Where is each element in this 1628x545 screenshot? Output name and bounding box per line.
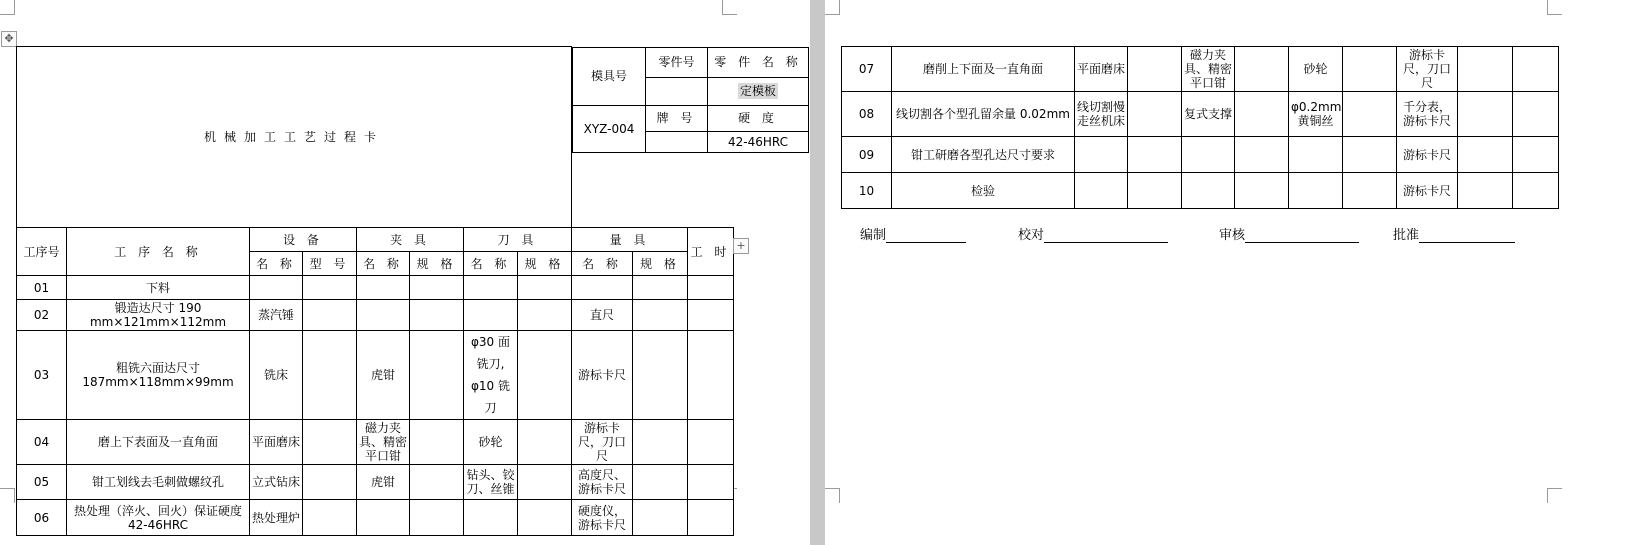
tool-name	[1289, 173, 1343, 209]
gauge-name: 游标卡尺	[1397, 173, 1458, 209]
tool-name: 钻头、铰刀、丝锥	[464, 465, 518, 500]
fixture-name	[357, 500, 410, 536]
step-name: 锻造达尺寸 190 mm×121mm×112mm	[67, 300, 250, 331]
table-row	[17, 500, 734, 536]
crop-mark	[1547, 0, 1562, 15]
tool-name	[464, 300, 518, 331]
crop-mark	[0, 488, 15, 503]
col-tool: 刀 具	[464, 228, 572, 252]
step-name: 钳工划线去毛刺做螺纹孔	[67, 465, 250, 500]
part-name-text[interactable]: 定模板	[740, 84, 777, 98]
gauge-name: 游标卡尺，刀口尺	[572, 420, 633, 465]
tool-name: 砂轮	[464, 420, 518, 465]
header-right-table	[572, 47, 809, 153]
sub-spec: 规 格	[518, 252, 572, 276]
part-no-label: 零件号	[646, 47, 708, 77]
sig-checked-line[interactable]	[1044, 228, 1168, 243]
step-no: 09	[842, 137, 892, 173]
step-name: 钳工研磨各型孔达尺寸要求	[892, 137, 1075, 173]
step-name: 磨削上下面及一直角面	[892, 47, 1075, 92]
step-no: 01	[17, 276, 67, 300]
tool-name	[464, 500, 518, 536]
equip-name	[250, 276, 303, 300]
sub-name: 名 称	[572, 252, 633, 276]
fixture-name: 虎钳	[357, 331, 410, 420]
table-row	[842, 137, 1559, 173]
table-row	[17, 276, 734, 300]
step-name: 粗铣六面达尺寸 187mm×118mm×99mm	[67, 331, 250, 420]
hardness-label: 硬 度	[708, 105, 809, 131]
step-no: 04	[17, 420, 67, 465]
crop-mark	[825, 488, 840, 503]
equip-name: 蒸汽锤	[250, 300, 303, 331]
equip-name: 热处理炉	[250, 500, 303, 536]
table-row	[17, 420, 734, 465]
part-name-value	[708, 77, 809, 105]
sig-prepared	[860, 224, 966, 243]
step-name: 磨上下表面及一直角面	[67, 420, 250, 465]
fixture-name	[357, 276, 410, 300]
step-name: 下料	[67, 276, 250, 300]
crop-mark	[1547, 488, 1562, 503]
gauge-name	[572, 276, 633, 300]
brand-value	[646, 131, 708, 152]
hardness-value: 42-46HRC	[708, 131, 809, 152]
table-row	[17, 331, 734, 420]
mold-no-value: XYZ-004	[573, 105, 646, 152]
fixture-name	[1182, 137, 1235, 173]
tool-name: φ0.2mm 黄铜丝	[1289, 92, 1343, 137]
col-hours: 工 时	[688, 228, 734, 276]
equip-name	[1075, 173, 1128, 209]
add-column-plus-icon[interactable]: +	[733, 238, 749, 254]
step-no: 10	[842, 173, 892, 209]
step-no: 06	[17, 500, 67, 536]
sub-name: 名 称	[357, 252, 410, 276]
sig-approved-line[interactable]	[1419, 228, 1515, 243]
col-step-no: 工序号	[17, 228, 67, 276]
gauge-name: 高度尺、游标卡尺	[572, 465, 633, 500]
sub-name: 名 称	[464, 252, 518, 276]
step-name: 检验	[892, 173, 1075, 209]
sig-checked-label: 校对	[1018, 228, 1045, 243]
fixture-name: 磁力夹具、精密平口钳	[357, 420, 410, 465]
sig-approved	[1393, 224, 1515, 243]
step-no: 08	[842, 92, 892, 137]
fixture-name: 复式支撑	[1182, 92, 1235, 137]
fixture-name	[357, 300, 410, 331]
col-fixture: 夹 具	[357, 228, 464, 252]
sub-spec: 规 格	[410, 252, 464, 276]
sub-model: 型 号	[303, 252, 357, 276]
page-gutter	[810, 0, 825, 545]
sig-prepared-label: 编制	[860, 228, 887, 243]
sig-reviewed-label: 审核	[1219, 228, 1246, 243]
equip-name: 平面磨床	[1075, 47, 1128, 92]
step-no: 03	[17, 331, 67, 420]
document-page-left	[0, 0, 810, 545]
table-row	[842, 173, 1559, 209]
step-no: 02	[17, 300, 67, 331]
tool-name	[1289, 137, 1343, 173]
fixture-name	[1182, 173, 1235, 209]
table-row	[17, 465, 734, 500]
sig-approved-label: 批准	[1393, 228, 1420, 243]
equip-name	[1075, 137, 1128, 173]
tool-name	[464, 276, 518, 300]
table-move-handle-icon[interactable]: ✥	[1, 31, 17, 47]
crop-mark	[825, 0, 840, 15]
gauge-name: 游标卡尺	[1397, 137, 1458, 173]
step-name: 线切割各个型孔留余量 0.02mm	[892, 92, 1075, 137]
step-name: 热处理（淬火、回火）保证硬度 42-46HRC	[67, 500, 250, 536]
part-name-label: 零 件 名 称	[708, 47, 809, 77]
tool-name: φ30 面铣刀, φ10 铣刀	[464, 331, 518, 420]
equip-name: 立式钻床	[250, 465, 303, 500]
sub-name: 名 称	[250, 252, 303, 276]
sig-reviewed-line[interactable]	[1245, 228, 1359, 243]
process-card-continued	[841, 46, 1559, 209]
table-row	[842, 47, 1559, 92]
gauge-name: 游标卡尺	[572, 331, 633, 420]
table-row	[17, 300, 734, 331]
fixture-name: 磁力夹具、精密平口钳	[1182, 47, 1235, 92]
step-no: 07	[842, 47, 892, 92]
sig-reviewed	[1219, 224, 1359, 243]
document-page-right	[825, 0, 1628, 545]
col-gauge: 量 具	[572, 228, 688, 252]
step-no: 05	[17, 465, 67, 500]
equip-name: 铣床	[250, 331, 303, 420]
gauge-name: 游标卡尺，刀口尺	[1397, 47, 1458, 92]
header-right-block	[572, 47, 802, 153]
col-equipment: 设 备	[250, 228, 357, 252]
gauge-name: 直尺	[572, 300, 633, 331]
brand-label: 牌 号	[646, 105, 708, 131]
gauge-name: 千分表，游标卡尺	[1397, 92, 1458, 137]
col-step-name: 工 序 名 称	[67, 228, 250, 276]
crop-mark	[722, 0, 737, 15]
sig-prepared-line[interactable]	[886, 228, 966, 243]
table-row	[842, 92, 1559, 137]
fixture-name: 虎钳	[357, 465, 410, 500]
equip-name: 线切割慢走丝机床	[1075, 92, 1128, 137]
card-title: 机械加工工艺过程卡	[17, 47, 572, 228]
tool-name: 砂轮	[1289, 47, 1343, 92]
equip-name: 平面磨床	[250, 420, 303, 465]
gauge-name: 硬度仪，游标卡尺	[572, 500, 633, 536]
part-no-value	[646, 77, 708, 105]
mold-no-label: 模具号	[573, 47, 646, 105]
crop-mark	[0, 0, 15, 15]
sig-checked	[1018, 224, 1168, 243]
process-card-grid	[16, 46, 802, 536]
sub-spec: 规 格	[633, 252, 688, 276]
